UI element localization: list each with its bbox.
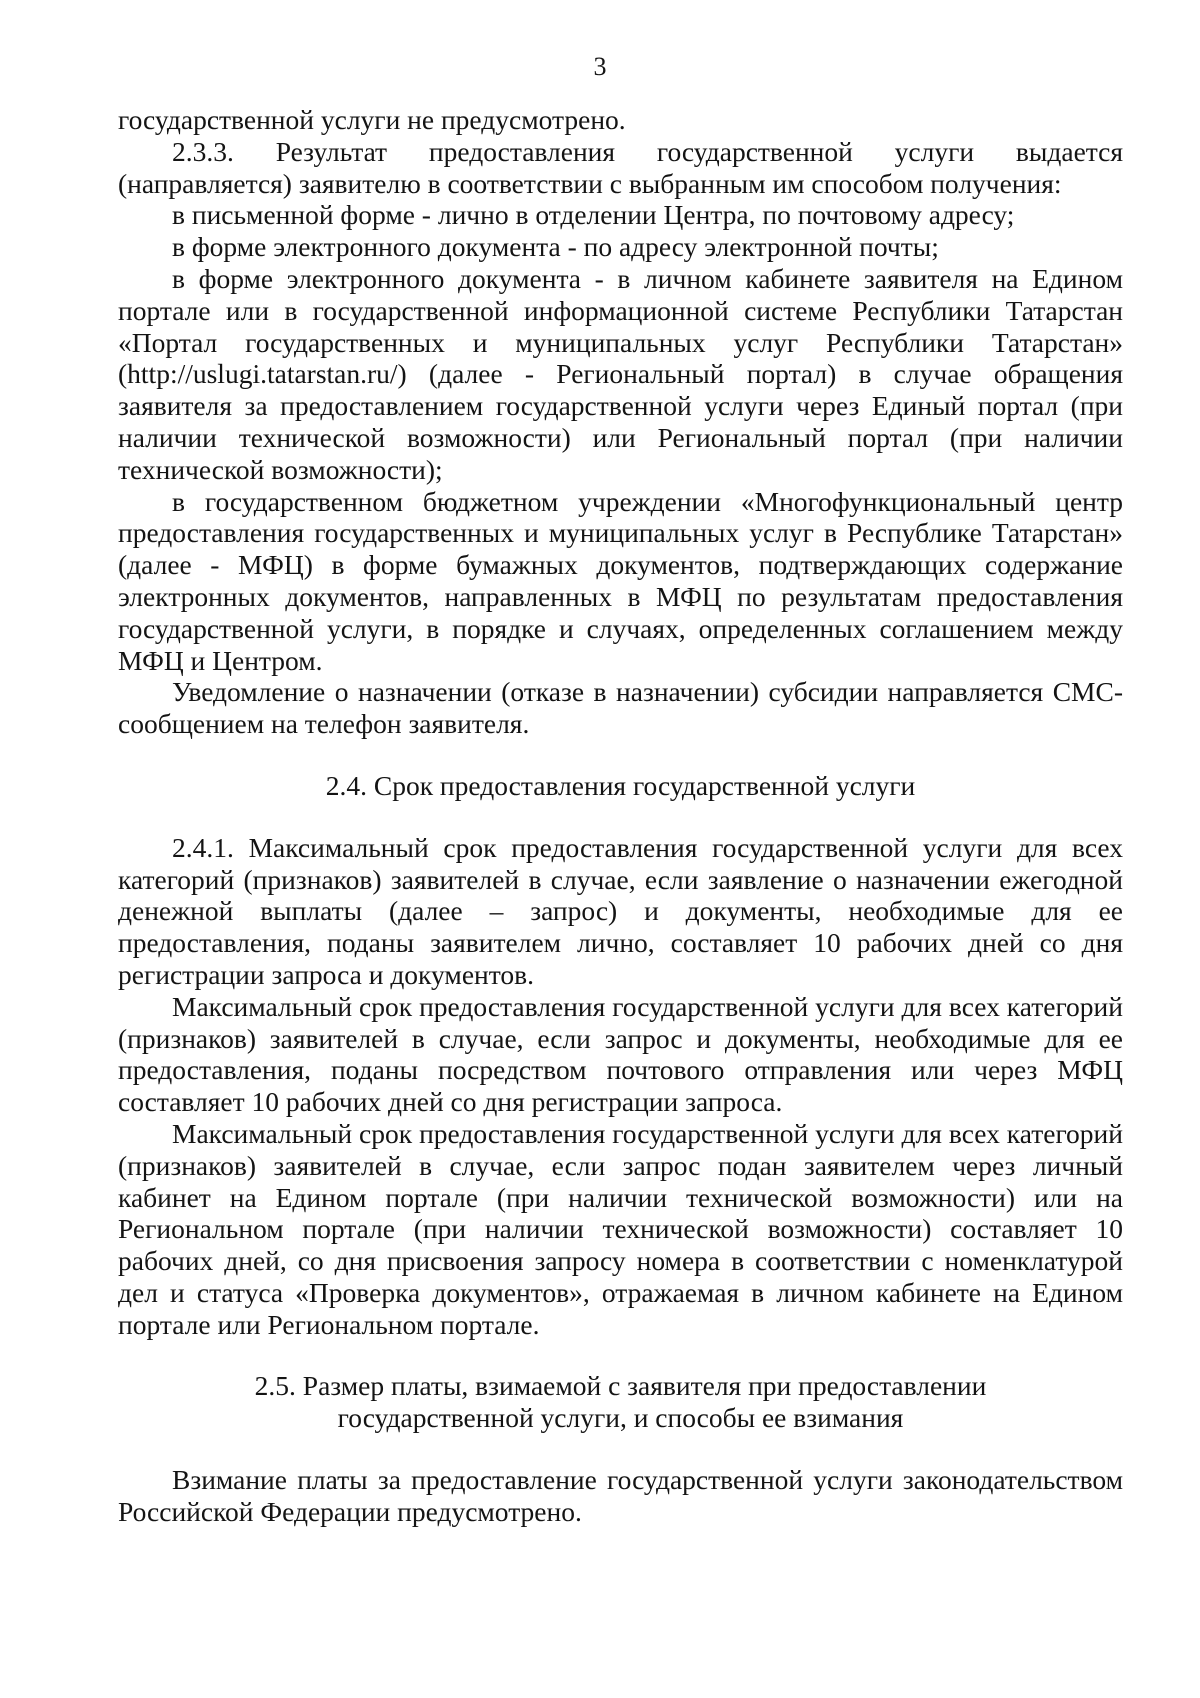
section-heading-line: государственной услуги, и способы ее взимания (337, 1402, 904, 1434)
paragraph: 2.3.3. Результат предоставления государственной услуги выдается (направляется) заявителю в соответствии с выбранным им способом получения: (118, 135, 1123, 199)
page-number: 3 (593, 52, 607, 81)
paragraph: в форме электронного документа - по адресу электронной почты; (172, 231, 939, 263)
paragraph: государственной услуги не предусмотрено. (118, 104, 626, 135)
paragraph: 2.4.1. Максимальный срок предоставления государственной услуги для всех категорий (признаков) заявителей в случае, если заявление о назначении ежегодной денежной выплаты (далее – запрос) и документы, необходимые для ее предоставления, поданы заявителем лично, составляет 10 рабочих дней со дня регистрации запроса и документов. (118, 831, 1123, 990)
section-heading-2-5 (118, 1370, 1123, 1434)
paragraph: в государственном бюджетном учреждении «Многофункциональный центр предоставления государственных и муниципальных услуг в Республике Татарстан» (далее - МФЦ) в форме бумажных документов, подтверждающих содержание электронных документов, направленных в МФЦ по результатам предоставления государственной услуги, в порядке и случаях, определенных соглашением между МФЦ и Центром. (118, 485, 1123, 676)
document-body (118, 104, 1123, 1528)
section-heading-line: 2.5. Размер платы, взимаемой с заявителя при предоставлении (254, 1370, 987, 1402)
paragraph: Взимание платы за предоставление государственной услуги законодательством Российской Федерации предусмотрено. (118, 1464, 1123, 1527)
section-heading-2-4: 2.4. Срок предоставления государственной услуги (325, 769, 916, 801)
paragraph: Максимальный срок предоставления государственной услуги для всех категорий (признаков) заявителей в случае, если запрос подан заявителем через личный кабинет на Едином портале (при наличии технической возможности) или на Региональном портале (при наличии технической возможности) составляет 10 рабочих дней, со дня присвоения запросу номера в соответствии с номенклатурой дел и статуса «Проверка документов», отражаемая в личном кабинете на Едином портале или Региональном портале. (118, 1117, 1123, 1340)
paragraph: Максимальный срок предоставления государственной услуги для всех категорий (признаков) заявителей в случае, если запрос и документы, необходимые для ее предоставления, поданы посредством почтового отправления или через МФЦ составляет 10 рабочих дней со дня регистрации запроса. (118, 990, 1123, 1118)
paragraph: в письменной форме - лично в отделении Центра, по почтовому адресу; (172, 199, 1015, 231)
paragraph: в форме электронного документа - в личном кабинете заявителя на Едином портале или в государственной информационной системе Республики Татарстан «Портал государственных и муниципальных услуг Республики Татарстан» (http://uslugi.tatarstan.ru/) (далее - Региональный портал) в случае обращения заявителя за предоставлением государственной услуги через Единый портал (при наличии технической возможности) или Региональный портал (при наличии технической возможности); (118, 262, 1123, 485)
paragraph: Уведомление о назначении (отказе в назначении) субсидии направляется СМС-сообщением на телефон заявителя. (118, 676, 1123, 740)
